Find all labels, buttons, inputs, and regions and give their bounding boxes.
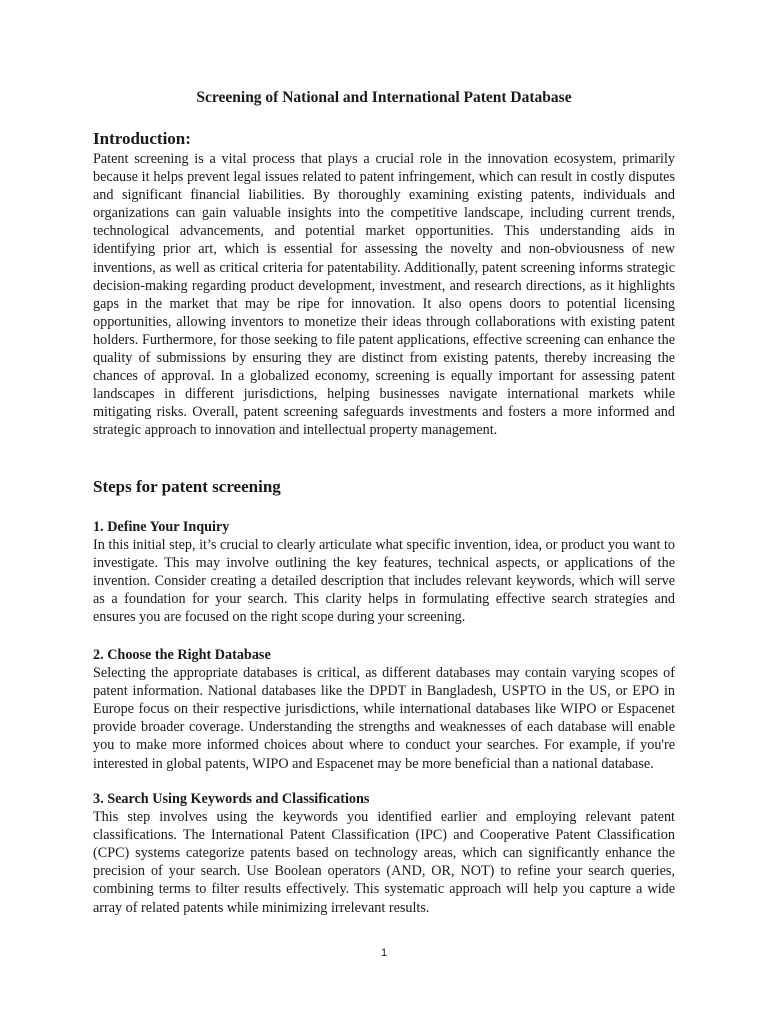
introduction-heading: Introduction: (93, 129, 191, 148)
steps-heading: Steps for patent screening (93, 477, 281, 496)
step-search-keywords (93, 790, 675, 917)
step-choose-database (93, 646, 675, 773)
step-define-inquiry (93, 518, 675, 627)
page-number: 1 (380, 947, 388, 959)
step-title: 2. Choose the Right Database (93, 647, 271, 663)
step-body: This step involves using the keywords you identified earlier and employing relevant patent classifications. The International Patent Classification (IPC) and Cooperative Patent Classification (CPC) systems categorize patents based on technology areas, which can significantly enhance the precision of your search. Use Boolean operators (AND, OR, NOT) to refine your search queries, combining terms to filter results effectively. This systematic approach will help you capture a wide array of related patents while minimizing irrelevant results. (93, 809, 675, 916)
document-page (93, 0, 675, 1024)
step-title: 3. Search Using Keywords and Classifications (93, 791, 370, 807)
step-body: In this initial step, it’s crucial to clearly articulate what specific invention, idea, or product you want to investigate. This may involve outlining the key features, technical aspects, or applications of the invention. Consider creating a detailed description that includes relevant keywords, which will serve as a foundation for your search. This clarity helps in formulating effective search strategies and ensures you are focused on the right scope during your screening. (93, 537, 675, 626)
step-body: Selecting the appropriate databases is critical, as different databases may contain varying scopes of patent information. National databases like the DPDT in Bangladesh, USPTO in the US, or EPO in Europe focus on their respective jurisdictions, while international databases like WIPO or Espacenet provide broader coverage. Understanding the strengths and weaknesses of each database will enable you to make more informed choices about where to conduct your searches. For example, if you're interested in global patents, WIPO and Espacenet may be more beneficial than a national database. (93, 665, 675, 772)
introduction-paragraph: Patent screening is a vital process that plays a crucial role in the innovation ecosystem, primarily because it helps prevent legal issues related to patent infringement, which can result in costly disputes and significant financial liabilities. By thoroughly examining existing patents, individuals and organizations can gain valuable insights into the competitive landscape, including current trends, technological advancements, and potential market opportunities. This understanding aids in identifying prior art, which is essential for assessing the novelty and non-obviousness of new inventions, as well as critical criteria for patentability. Additionally, patent screening informs strategic decision-making regarding product development, investment, and research directions, as it highlights gaps in the market that may be ripe for innovation. It also opens doors to potential licensing opportunities, allowing inventors to monetize their ideas through collaborations with existing patent holders. Furthermore, for those seeking to file patent applications, effective screening can enhance the quality of submissions by ensuring they are distinct from existing patents, thereby increasing the chances of approval. In a globalized economy, screening is equally important for assessing patent landscapes in different jurisdictions, helping businesses navigate international markets while mitigating risks. Overall, patent screening safeguards investments and fosters a more informed and strategic approach to innovation and intellectual property management. (93, 151, 675, 439)
document-title: Screening of National and International Patent Database (196, 89, 572, 106)
step-title: 1. Define Your Inquiry (93, 519, 230, 535)
